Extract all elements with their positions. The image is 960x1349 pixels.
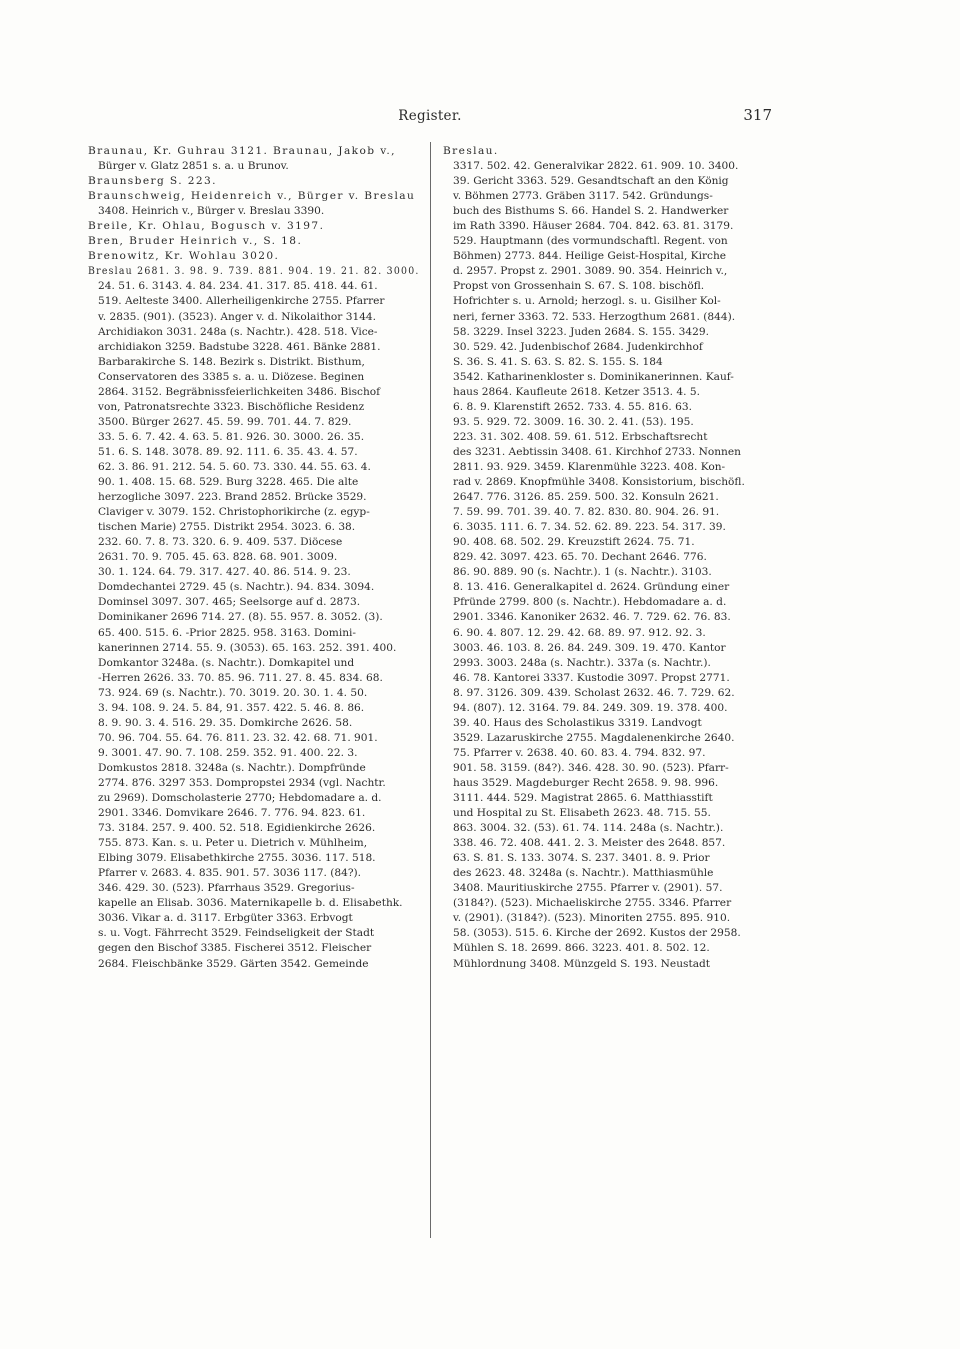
index-line: 73. 3184. 257. 9. 400. 52. 518. Egidienkirche 2626. [98, 822, 376, 835]
index-line: Mühlordnung 3408. Münzgeld S. 193. Neustadt [453, 957, 711, 970]
index-line: 9. 3001. 47. 90. 7. 108. 259. 352. 91. 400. 22. 3. [98, 746, 358, 759]
right-column [443, 144, 775, 972]
index-line: 3542. Katharinenkloster s. Dominikanerinnen. Kauf- [453, 370, 734, 383]
index-line: 3317. 502. 42. Generalvikar 2822. 61. 909. 10. 3400. [453, 160, 739, 173]
index-line: 863. 3004. 32. (53). 61. 74. 114. 248a (s. Nachtr.). [453, 822, 724, 835]
index-line: 346. 429. 30. (523). Pfarrhaus 3529. Gregorius- [98, 882, 355, 895]
index-line: Pfarrer v. 2683. 4. 835. 901. 57. 3036 117. (84?). [98, 867, 362, 880]
index-line: des 2623. 48. 3248a (s. Nachtr.). Matthiasmühle [453, 867, 714, 880]
index-line: (3184?). (523). Michaeliskirche 2755. 3346. Pfarrer [453, 897, 732, 910]
index-line: 30. 1. 124. 64. 79. 317. 427. 40. 86. 514. 9. 23. [98, 566, 351, 579]
index-line: 51. 6. S. 148. 3078. 89. 92. 111. 6. 35. 43. 4. 57. [98, 445, 358, 458]
index-line: 90. 1. 408. 15. 68. 529. Burg 3228. 465. Die alte [98, 476, 359, 489]
index-line: Conservatoren des 3385 s. a. u. Diözese. Beginen [98, 370, 365, 383]
index-line: 529. Hauptmann (des vormundschaftl. Regent. von [453, 235, 728, 248]
index-line: 755. 873. Kan. s. u. Peter u. Dietrich v. Mühlheim, [98, 837, 368, 850]
index-line: Braunsberg S. 223. [88, 175, 217, 188]
index-line: Mühlen S. 18. 2699. 866. 3223. 401. 8. 502. 12. [453, 942, 710, 955]
column-divider [430, 142, 431, 1238]
index-line: im Rath 3390. Häuser 2684. 704. 842. 63. 81. 3179. [453, 220, 734, 233]
index-line: 62. 3. 86. 91. 212. 54. 5. 60. 73. 330. 44. 55. 63. 4. [98, 460, 371, 473]
index-line: Domkantor 3248a. (s. Nachtr.). Domkapitel und [98, 656, 355, 669]
index-line: Barbarakirche S. 148. Bezirk s. Distrikt. Bisthum, [98, 355, 365, 368]
index-line: 3. 94. 108. 9. 24. 5. 84, 91. 357. 422. 5. 46. 8. 86. [98, 701, 365, 714]
index-line: haus 3529. Magdeburger Recht 2658. 9. 98. 996. [453, 776, 719, 789]
index-line: 39. Gericht 3363. 529. Gesandtschaft an den König [453, 175, 729, 188]
index-line: 3408. Heinrich v., Bürger v. Breslau 3390. [98, 205, 325, 218]
index-line: haus 2864. Kaufleute 2618. Ketzer 3513. 4. 5. [453, 385, 700, 398]
index-line: Breslau. [443, 145, 499, 157]
index-line: kanerinnen 2714. 55. 9. (3053). 65. 163. 252. 391. 400. [98, 641, 397, 654]
index-line: des 3231. Aebtissin 3408. 61. Kirchhof 2733. Nonnen [453, 445, 741, 458]
index-line: 24. 51. 6. 3143. 4. 84. 234. 41. 317. 85. 418. 44. 61. [98, 280, 378, 293]
index-line: 6. 8. 9. Klarenstift 2652. 733. 4. 55. 816. 63. [453, 400, 692, 413]
page-header [88, 108, 772, 130]
index-line: 30. 529. 42. Judenbischof 2684. Judenkirchhof [453, 340, 703, 353]
index-line: 94. (807). 12. 3164. 79. 84. 249. 309. 19. 378. 400. [453, 701, 728, 714]
index-line: von, Patronatsrechte 3323. Bischöfliche Residenz [98, 400, 365, 413]
index-line: 3036. Vikar a. d. 3117. Erbgüter 3363. Erbvogt [98, 912, 353, 925]
index-line: 46. 78. Kantorei 3337. Kustodie 3097. Propst 2771. [453, 671, 730, 684]
index-line: 70. 96. 704. 55. 64. 76. 811. 23. 32. 42. 68. 71. 901. [98, 731, 378, 744]
index-line: 519. Aelteste 3400. Allerheiligenkirche 2755. Pfarrer [98, 295, 385, 308]
index-line: Böhmen) 2773. 844. Heilige Geist-Hospital, Kirche [453, 250, 727, 263]
index-line: 2901. 3346. Domvikare 2646. 7. 776. 94. 823. 61. [98, 807, 366, 820]
index-line: 93. 5. 929. 72. 3009. 16. 30. 2. 41. (53). 195. [453, 415, 694, 428]
index-line: neri, ferner 3363. 72. 533. Herzogthum 2681. (844). [453, 310, 736, 323]
index-line: 223. 31. 302. 408. 59. 61. 512. Erbschaftsrecht [453, 430, 708, 443]
index-line: Braunau, Kr. Guhrau 3121. Braunau, Jakob v., [88, 145, 396, 157]
index-line: 8. 97. 3126. 309. 439. Scholast 2632. 46. 7. 729. 62. [453, 686, 735, 699]
index-line: 2901. 3346. Kanoniker 2632. 46. 7. 729. 62. 76. 83. [453, 611, 731, 624]
index-line: zu 2969). Domscholasterie 2770; Hebdomadare a. d. [98, 792, 382, 805]
index-line: 8. 13. 416. Generalkapitel d. 2624. Gründung einer [453, 581, 730, 594]
index-line: 3003. 46. 103. 8. 26. 84. 249. 309. 19. 470. Kantor [453, 641, 726, 654]
index-line: 86. 90. 889. 90 (s. Nachtr.). 1 (s. Nachtr.). 3103. [453, 566, 712, 579]
index-line: Domdechantei 2729. 45 (s. Nachtr.). 94. 834. 3094. [98, 581, 375, 594]
index-line: Pfründe 2799. 800 (s. Nachtr.). Hebdomadare a. d. [453, 596, 727, 609]
index-line: Dominsel 3097. 307. 465; Seelsorge auf d. 2873. [98, 596, 361, 609]
index-line: d. 2957. Propst z. 2901. 3089. 90. 354. Heinrich v., [453, 265, 728, 278]
index-line: 73. 924. 69 (s. Nachtr.). 70. 3019. 20. 30. 1. 4. 50. [98, 686, 368, 699]
index-line: rad v. 2869. Knopfmühle 3408. Konsistorium, bischöfl. [453, 476, 745, 489]
index-line: s. u. Vogt. Fährrecht 3529. Feindseligkeit der Stadt [98, 927, 375, 940]
index-line: Bren, Bruder Heinrich v., S. 18. [88, 235, 303, 248]
index-line: 2647. 776. 3126. 85. 259. 500. 32. Konsuln 2621. [453, 491, 719, 504]
index-line: Brenowitz, Kr. Wohlau 3020. [88, 250, 280, 263]
index-line: -Herren 2626. 33. 70. 85. 96. 711. 27. 8. 45. 834. 68. [98, 671, 383, 684]
index-line: 2811. 93. 929. 3459. Klarenmühle 3223. 408. Kon- [453, 460, 726, 473]
page-number: 317 [743, 106, 772, 124]
index-line: 3111. 444. 529. Magistrat 2865. 6. Matthiasstift [453, 792, 713, 805]
index-line: 829. 42. 3097. 423. 65. 70. Dechant 2646. 776. [453, 551, 707, 564]
index-line: 3408. Mauritiuskirche 2755. Pfarrer v. (2901). 57. [453, 882, 723, 895]
index-line: 63. S. 81. S. 133. 3074. S. 237. 3401. 8. 9. Prior [453, 852, 710, 865]
index-line: archidiakon 3259. Badstube 3228. 461. Bänke 2881. [98, 340, 381, 353]
index-line: Dominikaner 2696 714. 27. (8). 55. 957. 8. 3052. (3). [98, 611, 383, 624]
index-line: 338. 46. 72. 408. 441. 2. 3. Meister des 2648. 857. [453, 837, 726, 850]
index-line: 58. 3229. Insel 3223. Juden 2684. S. 155. 3429. [453, 325, 709, 338]
index-line: 90. 408. 68. 502. 29. Kreuzstift 2624. 75. 71. [453, 536, 695, 549]
index-line: Bürger v. Glatz 2851 s. a. u Brunov. [98, 160, 289, 173]
index-line: 75. Pfarrer v. 2638. 40. 60. 83. 4. 794. 832. 97. [453, 746, 706, 759]
index-line: 232. 60. 7. 8. 73. 320. 6. 9. 409. 537. Diöcese [98, 536, 343, 549]
index-line: Domkustos 2818. 3248a (s. Nachtr.). Dompfründe [98, 761, 366, 774]
left-column [88, 144, 420, 972]
index-line: 6. 90. 4. 807. 12. 29. 42. 68. 89. 97. 912. 92. 3. [453, 626, 706, 639]
index-line: Elbing 3079. Elisabethkirche 2755. 3036. 117. 518. [98, 852, 376, 865]
index-line: 2631. 70. 9. 705. 45. 63. 828. 68. 901. 3009. [98, 551, 338, 564]
index-line: v. (2901). (3184?). (523). Minoriten 2755. 895. 910. [453, 912, 731, 925]
index-line: 6. 3035. 111. 6. 7. 34. 52. 62. 89. 223. 54. 317. 39. [453, 521, 726, 534]
index-line: Archidiakon 3031. 248a (s. Nachtr.). 428. 518. Vice- [98, 325, 378, 338]
index-line: buch des Bisthums S. 66. Handel S. 2. Handwerker [453, 205, 729, 218]
running-title: Register. [398, 108, 462, 124]
index-line: Breslau 2681. 3. 98. 9. 739. 881. 904. 19. 21. 82. 3000. [88, 265, 420, 278]
index-line: und Hospital zu St. Elisabeth 2623. 48. 715. 55. [453, 807, 711, 820]
index-line: 7. 59. 99. 701. 39. 40. 7. 82. 830. 80. 904. 26. 91. [453, 506, 720, 519]
index-line: Claviger v. 3079. 152. Christophorikirche (z. egyp- [98, 506, 370, 519]
index-line: 2993. 3003. 248a (s. Nachtr.). 337a (s. Nachtr.). [453, 656, 711, 669]
index-line: S. 36. S. 41. S. 63. S. 82. S. 155. S. 184 [453, 355, 663, 368]
index-line: Breile, Kr. Ohlau, Bogusch v. 3197. [88, 220, 325, 233]
index-line: 8. 9. 90. 3. 4. 516. 29. 35. Domkirche 2626. 58. [98, 716, 353, 729]
index-line: 2684. Fleischbänke 3529. Gärten 3542. Gemeinde [98, 957, 369, 970]
index-line: 3500. Bürger 2627. 45. 59. 99. 701. 44. 7. 829. [98, 415, 352, 428]
index-line: 3529. Lazaruskirche 2755. Magdalenenkirche 2640. [453, 731, 735, 744]
index-line: gegen den Bischof 3385. Fischerei 3512. Fleischer [98, 942, 372, 955]
index-line: v. 2835. (901). (3523). Anger v. d. Nikolaithor 3144. [98, 310, 377, 323]
index-line: kapelle an Elisab. 3036. Maternikapelle b. d. Elisabethk. [98, 897, 403, 910]
index-line: 2774. 876. 3297 353. Dompropstei 2934 (vgl. Nachtr. [98, 776, 386, 789]
index-line: tischen Marie) 2755. Distrikt 2954. 3023. 6. 38. [98, 521, 356, 534]
index-line: 39. 40. Haus des Scholastikus 3319. Landvogt [453, 716, 702, 729]
index-line: 65. 400. 515. 6. -Prior 2825. 958. 3163. Domini- [98, 626, 357, 639]
index-line: 2864. 3152. Begräbnissfeierlichkeiten 3486. Bischof [98, 385, 381, 398]
index-line: v. Böhmen 2773. Gräben 3117. 542. Gründungs- [453, 190, 713, 203]
index-line: Braunschweig, Heidenreich v., Bürger v. Breslau [88, 190, 416, 203]
index-line: herzogliche 3097. 223. Brand 2852. Brücke 3529. [98, 491, 367, 504]
index-line: 33. 5. 6. 7. 42. 4. 63. 5. 81. 926. 30. 3000. 26. 35. [98, 430, 365, 443]
index-line: 901. 58. 3159. (84?). 346. 428. 30. 90. (523). Pfarr- [453, 761, 729, 774]
index-line: Propst von Grossenhain S. 67. S. 108. bischöfl. [453, 280, 705, 293]
index-line: Hofrichter s. u. Arnold; herzogl. s. u. Gisilher Kol- [453, 295, 721, 308]
index-line: 58. (3053). 515. 6. Kirche der 2692. Kustos der 2958. [453, 927, 741, 940]
